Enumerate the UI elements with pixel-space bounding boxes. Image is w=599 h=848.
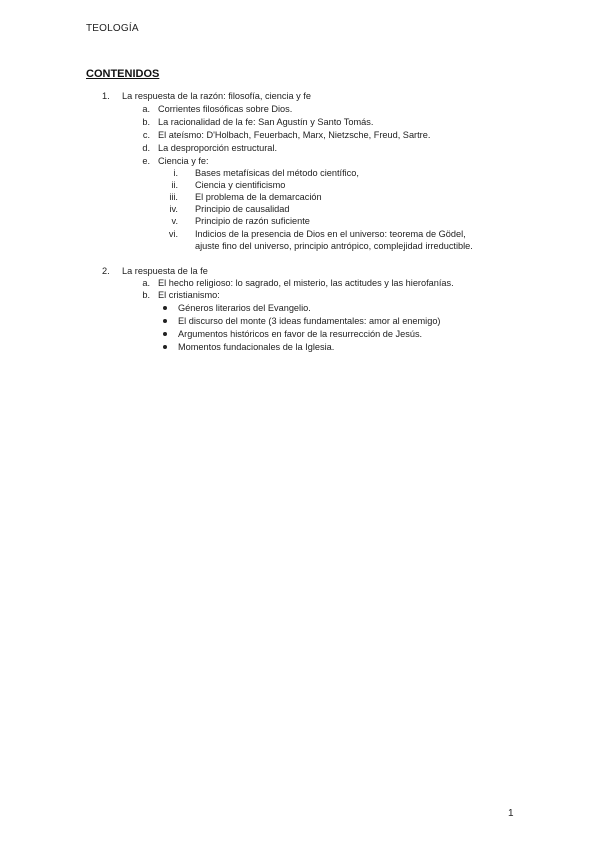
sublist-marker: ii. (171, 180, 178, 190)
sublist-marker: iii. (169, 192, 178, 202)
list-marker: a. (142, 104, 150, 114)
list-marker: a. (142, 278, 150, 288)
list-marker: d. (142, 143, 150, 153)
sublist-marker: vi. (168, 229, 178, 239)
bullet-item: Momentos fundacionales de la Iglesia. (178, 342, 335, 352)
sublist-item: Ciencia y cientificismo (195, 180, 286, 190)
sublist-item: Principio de razón suficiente (195, 216, 310, 226)
bullet-item: El discurso del monte (3 ideas fundamentales: amor al enemigo) (178, 316, 441, 326)
bullet-icon (163, 332, 167, 336)
sublist-item: El problema de la demarcación (195, 192, 322, 202)
bullet-item: Argumentos históricos en favor de la resurrección de Jesús. (178, 329, 423, 339)
header-title: TEOLOGÍA (86, 23, 139, 34)
contents-heading: CONTENIDOS (86, 68, 160, 80)
list-marker: c. (142, 130, 150, 140)
section-2-number: 2. (102, 266, 110, 276)
list-item: Corrientes filosóficas sobre Dios. (158, 104, 293, 114)
sublist-item-continuation: ajuste fino del universo, principio antrópico, complejidad irreductible. (195, 241, 473, 251)
list-item: El hecho religioso: lo sagrado, el misterio, las actitudes y las hierofanías. (158, 278, 454, 288)
list-item: Ciencia y fe: (158, 156, 209, 166)
list-item: La desproporción estructural. (158, 143, 277, 153)
list-marker: b. (142, 290, 150, 300)
sublist-marker: iv. (169, 204, 178, 214)
section-1-number: 1. (102, 91, 110, 101)
sublist-marker: v. (171, 216, 178, 226)
list-item: El ateísmo: D'Holbach, Feuerbach, Marx, Nietzsche, Freud, Sartre. (158, 130, 431, 140)
list-marker: b. (142, 117, 150, 127)
bullet-icon (163, 306, 167, 310)
sublist-item: Indicios de la presencia de Dios en el universo: teorema de Gödel, (195, 229, 466, 239)
list-item: El cristianismo: (158, 290, 220, 300)
page-number: 1 (508, 808, 514, 819)
section-1-title: La respuesta de la razón: filosofía, ciencia y fe (122, 91, 311, 101)
bullet-item: Géneros literarios del Evangelio. (178, 303, 311, 313)
sublist-item: Principio de causalidad (195, 204, 290, 214)
sublist-item: Bases metafísicas del método científico, (195, 168, 359, 178)
bullet-icon (163, 319, 167, 323)
list-marker: e. (142, 156, 150, 166)
bullet-icon (163, 345, 167, 349)
sublist-marker: i. (173, 168, 178, 178)
list-item: La racionalidad de la fe: San Agustín y Santo Tomás. (158, 117, 374, 127)
section-2-title: La respuesta de la fe (122, 266, 208, 276)
